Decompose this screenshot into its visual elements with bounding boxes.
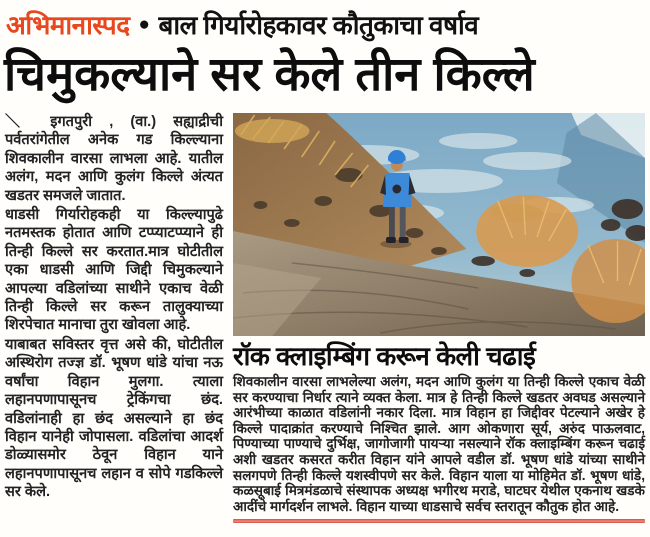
- left-paragraph-3: याबाबत सविस्तर वृत्त असे की, घोटीतील अस्थिरोग तज्ज्ञ डॉ. भूषण धांडे यांचा नऊ वर्षांचा विहान मुलगा. त्याला लहानपणापासूनच ट्रेकिंगचा छंद. वडिलांनाही हा छंद असल्याने हा छंद विहान यानेही जोपासला. वडिलांचा आदर्श डोळ्यासमोर ठेवून विहान याने लहानपणापासूनच लहान व सोपे गडकिल्ले सर केले.: [5, 336, 223, 501]
- left-column: [5, 113, 223, 503]
- photo-illustration: [233, 113, 645, 336]
- climber-shoe-right: [399, 237, 409, 243]
- bullet-icon: ●: [138, 14, 150, 35]
- bottom-divider: [233, 519, 645, 523]
- kicker-text: बाल गिर्यारोहकावर कौतुकाचा वर्षाव: [158, 10, 479, 40]
- climber-leg-right: [400, 205, 406, 239]
- right-column: [233, 113, 645, 523]
- photo-grass-tuft-center: [476, 195, 578, 267]
- kicker-line: [0, 0, 650, 42]
- climber-helmet-top: [388, 152, 406, 164]
- photo-grass-blob-topleft: [235, 119, 310, 143]
- left-paragraph-2: धाडसी गिर्यारोहकही या किल्ल्यापुढे नतमस्तक होतात आणि टप्प्याटप्प्याने ही तिन्ही किल्ले सर करतात.मात्र घोटीतील एका धाडसी आणि जिद्दी चिमुकल्याने आपल्या वडिलांच्या साथीने एकाच वेळी तिन्ही किल्ले सर करून तालुक्याच्या शिरपेचात मानाचा तुरा खोवला आहे.: [5, 207, 223, 334]
- right-paragraph: शिवकालीन वारसा लाभलेल्या अलंग, मदन आणि कुलंग या तिन्ही किल्ले एकाच वेळी सर करण्याचा निर्धार त्याने व्यक्त केला. मात्र हे तिन्ही किल्ले खडतर अवघड असल्याने आरंभीच्या काळात वडिलांनी नकार दिला. मात्र विहान हा जिद्दीवर पेटल्याने अखेर हे किल्ले पादाक्रांत करण्याचे निश्चित झाले. आग ओकणारा सूर्य, अरुंद पाऊलवाट, पिण्याच्या पाण्याचे दुर्भिक्ष, जागोजागी पायऱ्या नसल्याने रॉक क्लाइम्बिंग करून चढाई अशी खडतर कसरत करीत विहान यांने आपले वडील डॉ. भूषण धांडे यांच्या साथीने सलगपणे तिन्ही किल्ले यशस्वीपणे सर केले. विहान याला या मोहिमेत डॉ. भूषण धांडे, कळसूबाई मित्रमंडळाचे संस्थापक अध्यक्ष भगीरथ मराडे, घाटघर येथील एकनाथ खडके आदींचे मार्गदर्शन लाभले. विहान याच्या धाडसाचे सर्वच स्तरातून कौतुक होत आहे.: [233, 374, 645, 514]
- left-paragraph-1-text: सह्याद्रीची पर्वतरांगेतील अनेक गड किल्ल्याना शिवकालीन वारसा लाभला आहे. यातील अलंग, मदन आणि कुलंग किल्ले अंत्यत खडतर समजले जातात.: [5, 114, 223, 204]
- left-paragraph-1: [5, 113, 223, 205]
- kicker-highlight: अभिमानास्पद: [6, 10, 130, 40]
- sub-headline: रॉक क्लाइम्बिंग करून केली चढाई: [233, 341, 536, 371]
- dateline-mark-icon: ＼: [5, 113, 34, 130]
- climber-camera: [392, 185, 401, 194]
- article-body: [0, 104, 650, 523]
- climber-leg-left: [389, 205, 395, 239]
- climber-shoe-left: [386, 237, 396, 243]
- article-photo: [233, 113, 645, 336]
- dateline: इगतपुरी , (वा.): [50, 114, 157, 130]
- main-headline: चिमुकल्याने सर केले तीन किल्ले: [4, 47, 535, 100]
